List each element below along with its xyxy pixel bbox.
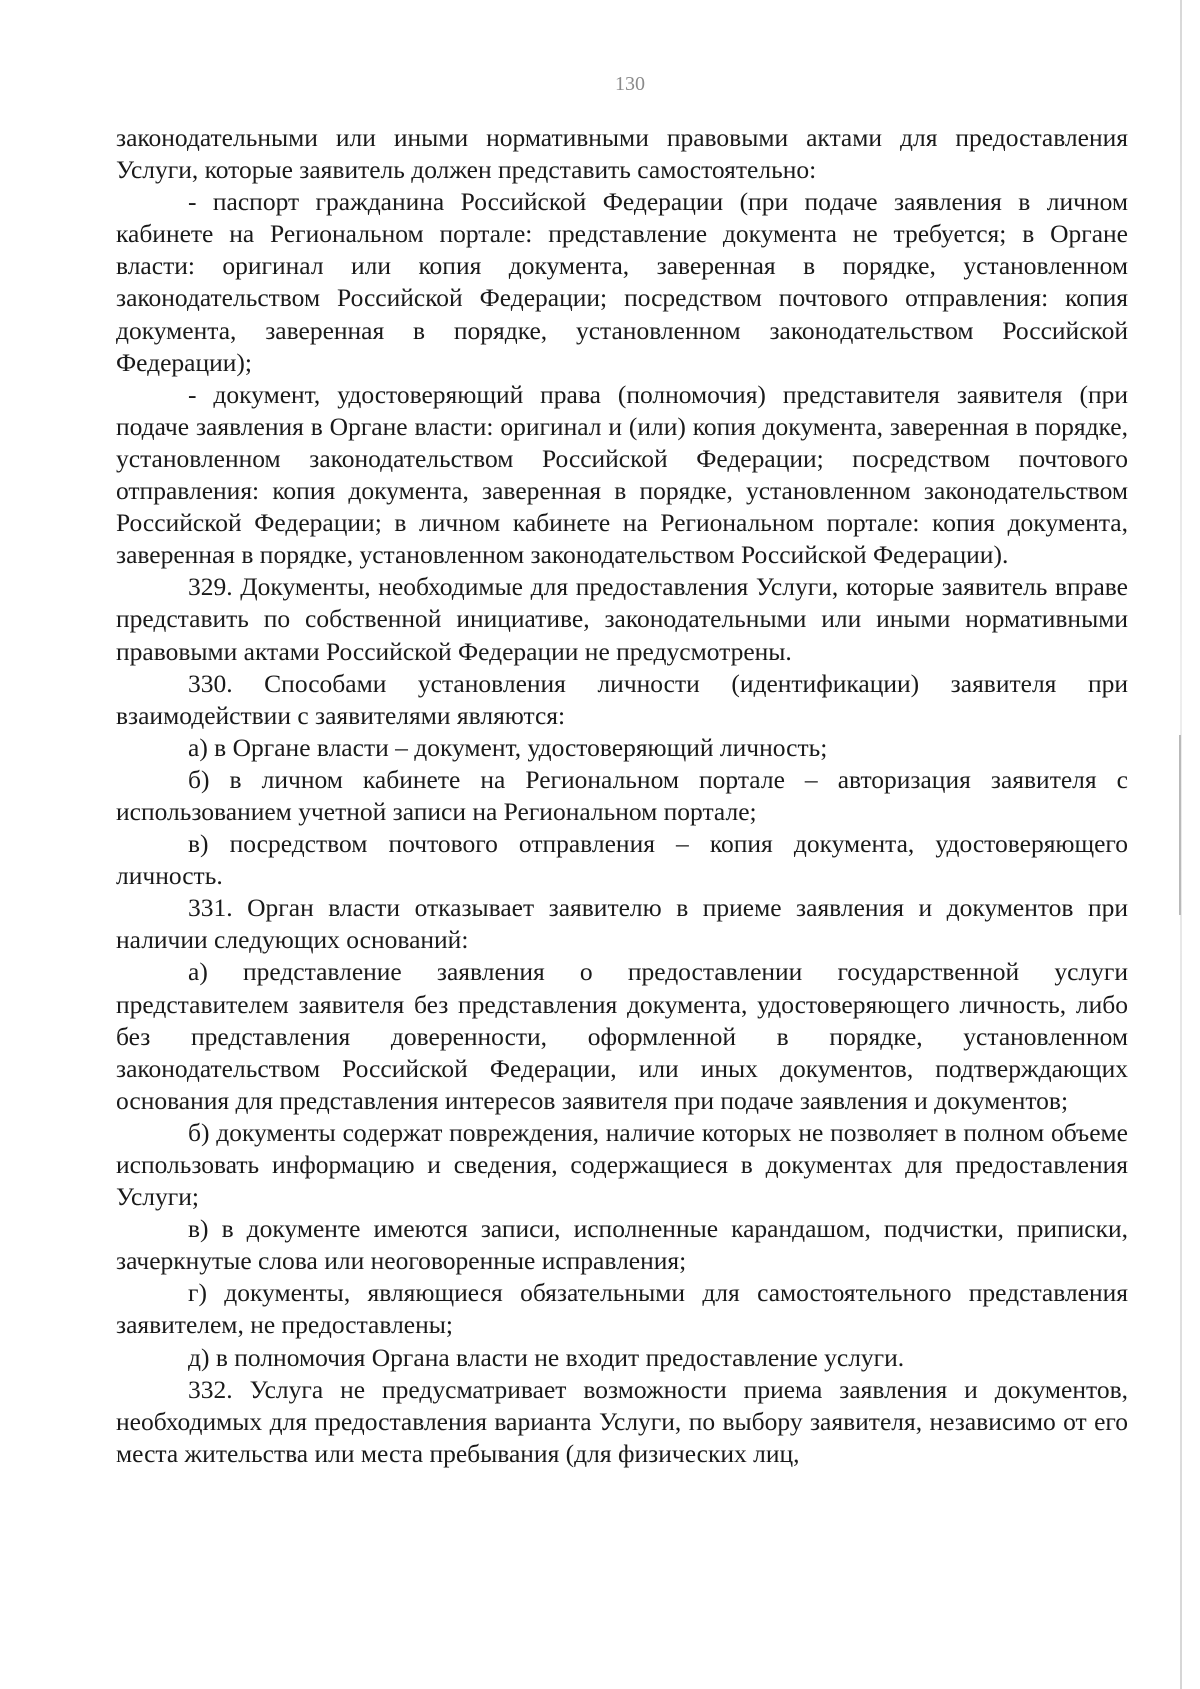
paragraph-continuation: законодательными или иными нормативными правовыми актами для предоставления Услуги, которые заявитель должен представить самостоятельно: [116,123,1128,185]
scan-mark [1179,735,1181,915]
document-body [116,122,1128,1470]
paragraph-331: 331. Орган власти отказывает заявителю в приеме заявления и документов при наличии следующих оснований: [116,893,1128,955]
paragraph-332: 332. Услуга не предусматривает возможности приема заявления и документов, необходимых для предоставления варианта Услуги, по выбору заявителя, независимо от его места жительства или места пребывания (для физических лиц, [116,1374,1128,1468]
paragraph-331-b: б) документы содержат повреждения, наличие которых не позволяет в полном объеме использовать информацию и сведения, содержащиеся в документах для предоставления Услуги; [116,1117,1128,1212]
paragraph-330-b: б) в личном кабинете на Региональном портале – авторизация заявителя с использованием учетной записи на Региональном портале; [116,764,1128,826]
paragraph-330: 330. Способами установления личности (идентификации) заявителя при взаимодействии с заявителями являются: [116,668,1128,730]
paragraph-331-a: а) представление заявления о предоставлении государственной услуги представителем заявителя без представления документа, удостоверяющего личность, либо без представления доверенности, оформленной в порядке, установленном законодательством Российской Федерации, или иных документов, подтверждающих основания для представления интересов заявителя при подаче заявления и документов; [116,957,1128,1115]
paragraph-representative-doc: - документ, удостоверяющий права (полномочия) представителя заявителя (при подаче заявления в Органе власти: оригинал и (или) копия документа, заверенная в порядке, установленном законодательством Российской Федерации; посредством почтового отправления: копия документа, заверенная в порядке, установленном законодательством Российской Федерации; в личном кабинете на Региональном портале: копия документа, заверенная в порядке, установленном законодательством Российской Федерации). [116,379,1128,570]
paragraph-330-v: в) посредством почтового отправления – копия документа, удостоверяющего личность. [116,829,1128,891]
page-number: 130 [615,73,645,95]
paragraph-passport: - паспорт гражданина Российской Федерации (при подаче заявления в личном кабинете на Региональном портале: представление документа не требуется; в Органе власти: оригинал или копия документа, заверенная в порядке, установленном законодательством Российской Федерации; посредством почтового отправления: копия документа, заверенная в порядке, установленном законодательством Российской Федерации); [116,187,1128,377]
paragraph-331-g: г) документы, являющиеся обязательными для самостоятельного представления заявителем, не предоставлены; [116,1278,1128,1340]
paragraph-330-a: а) в Органе власти – документ, удостоверяющий личность; [188,732,828,762]
paragraph-331-d: д) в полномочия Органа власти не входит предоставление услуги. [188,1342,905,1372]
paragraph-331-v: в) в документе имеются записи, исполненные карандашом, подчистки, приписки, зачеркнутые слова или неоговоренные исправления; [116,1214,1128,1276]
paragraph-329: 329. Документы, необходимые для предоставления Услуги, которые заявитель вправе представить по собственной инициативе, законодательными или иными нормативными правовыми актами Российской Федерации не предусмотрены. [116,572,1128,666]
